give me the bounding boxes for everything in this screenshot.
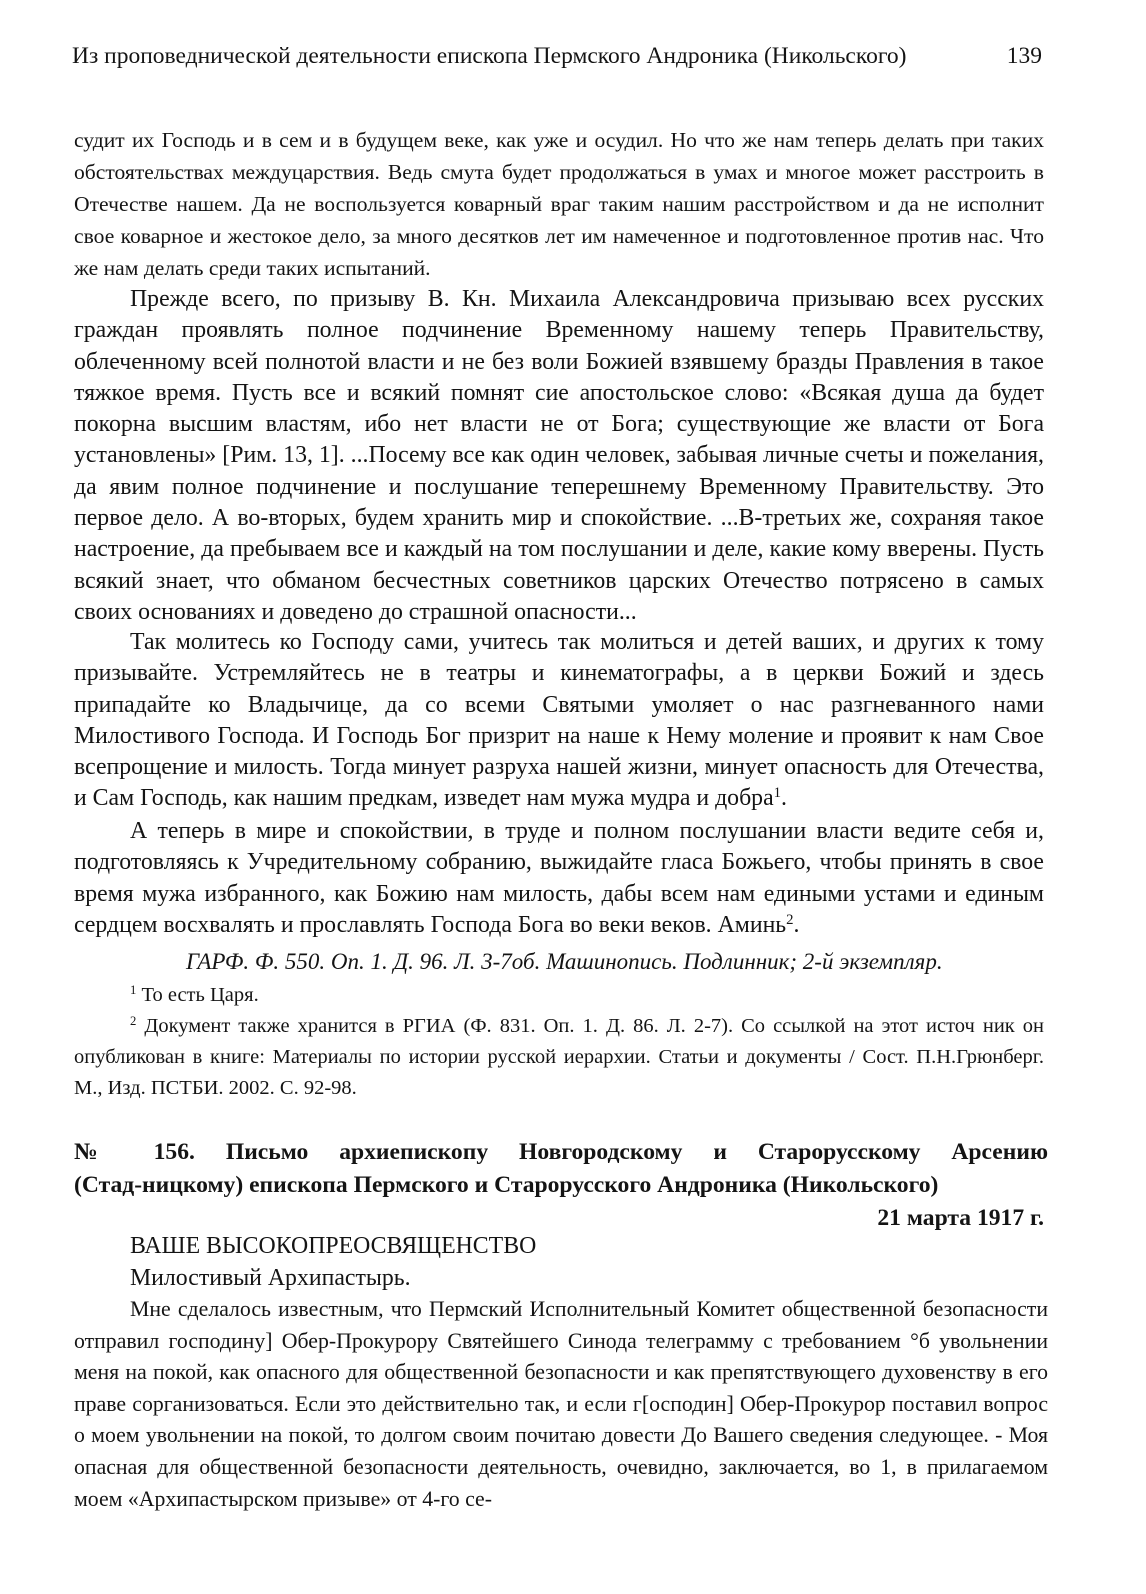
archival-source-note: ГАРФ. Ф. 550. Оп. 1. Д. 96. Л. 3-7об. Машинопись. Подлинник; 2-й экземпляр. [186, 949, 943, 974]
heading-line-2: (Стад-ницкому) епископа Пермского и Старорусского Андроника (Никольского) [74, 1172, 939, 1198]
footnote-text: Документ также хранится в РГИА (Ф. 831. Оп. 1. Д. 86. Л. 2-7). Со ссылкой на этот источ ник он опубликован в книге: Материалы по истории русской иерархии. Статьи и документы / Сост. П.Н.Грюнберг. М., Изд. ПСТБИ. 2002. С. 92-98. [74, 1015, 1044, 1099]
paragraph-2 [74, 284, 1044, 628]
paragraph-3 [74, 627, 1044, 815]
footnote-ref-1: 1 [773, 785, 782, 802]
paragraph-end: . [781, 785, 787, 812]
paragraph-4 [74, 816, 1044, 941]
paragraph-1 [74, 124, 1044, 284]
document-date: 21 марта 1917 г. [877, 1205, 1044, 1231]
running-title: Из проповеднической деятельности епископа Пермского Андроника (Никольского) [72, 43, 907, 69]
paragraph-text: судит их Господь и в сем и в будущем веке, как уже и осудил. Но что же нам теперь делать при таких обстоятельствах междуцарствия. Ведь смута будет продолжаться в умах и многое может расстроить в Отечестве нашем. Да не воспользуется коварный враг таким нашим расстройством и да не исполнит свое коварное и жестокое дело, за много десятков лет им намеченное и подготовленное против нас. Что же нам делать среди таких испытаний. [74, 128, 1044, 280]
footnote-1 [130, 980, 1030, 1011]
footnote-2 [74, 1011, 1044, 1104]
letter-text: Мне сделалось известным, что Пермский Исполнительный Комитет общественной безопасности отправил господину] Обер-Прокурору Святейшего Синода телеграмму с требованием °б увольнении меня на покой, как опасного для общественной безопасности и как препятствующего духовенству в его праве сорганизоваться. Если это действительно так, и если г[осподин] Обер-Прокурор поставил вопрос о моем увольнении на покой, то долгом своим почитаю довести До Вашего сведения следующее. - Моя опасная для общественной безопасности деятельность, очевидно, заключается, во 1, в прилагаемом моем «Архипастырском призыве» от 4-го се- [74, 1297, 1048, 1511]
heading-line-1: № 156. Письмо архиепископу Новгородскому и Старорусскому Арсению [74, 1139, 1048, 1165]
salutation-address: Милостивый Архипастырь. [130, 1265, 411, 1291]
footnote-text: То есть Царя. [136, 984, 259, 1006]
paragraph-text: Так молитесь ко Господу сами, учитесь так молиться и детей ваших, и других к тому призывайте. Устремляйтесь не в театры и кинематографы, а в церкви Божий и здесь припадайте ко Владычице, да со всеми Святыми умоляет о нас разгневанного нами Милостивого Господа. И Господь Бог призрит на наше к Нему моление и проявит к нам Свое всепрощение и милость. Тогда минует разруха нашей жизни, минует опасность для Отечества, и Сам Господь, как нашим предкам, изведет нам мужа мудра и добра [74, 629, 1044, 812]
paragraph-end: . [793, 911, 800, 938]
page-number: 139 [1006, 43, 1042, 69]
running-header [72, 36, 1050, 76]
paragraph-text: Прежде всего, по призыву В. Кн. Михаила Александровича призываю всех русских граждан проявлять полное подчинение Временному нашему теперь Правительству, облеченному всей полнотой власти и не без воли Божией взявшему бразды Правления в такое тяжкое время. Пусть все и всякий помнят сие апостольское слово: «Всякая душа да будет покорна высшим властям, ибо нет власти не от Бога; существующие же власти от Бога установлены» [Рим. 13, 1]. ...Посему все как один человек, забывая личные счеты и пожелания, да явим полное подчинение и послушание теперешнему Временному Правительству. Это первое дело. А во-вторых, будем хранить мир и спокойствие. ...В-третьих же, сохраняя такое настроение, да пребываем все и каждый на том послушании и деле, какие кому вверены. Пусть всякий знает, что обманом бесчестных советников царских Отечество потрясено в самых своих основаниях и доведено до страшной опасности... [74, 286, 1044, 625]
salutation-title: ВАШЕ ВЫСОКОПРЕОСВЯЩЕНСТВО [130, 1233, 537, 1259]
letter-body [74, 1294, 1048, 1515]
footnote-mark: 1 [130, 983, 137, 998]
document-heading [74, 1136, 1048, 1235]
footnote-ref-2: 2 [786, 911, 794, 928]
paragraph-text: А теперь в мире и спокойствии, в труде и полном послушании власти ведите себя и, подготовляясь к Учредительному собранию, выжидайте гласа Божьего, чтобы принять в свое время мужа избранного, как Божию нам милость, дабы всем нам едиными устами и единым сердцем восхвалять и прославлять Господа Бога во веки веков. Аминь [74, 818, 1044, 938]
footnote-mark: 2 [130, 1014, 137, 1029]
